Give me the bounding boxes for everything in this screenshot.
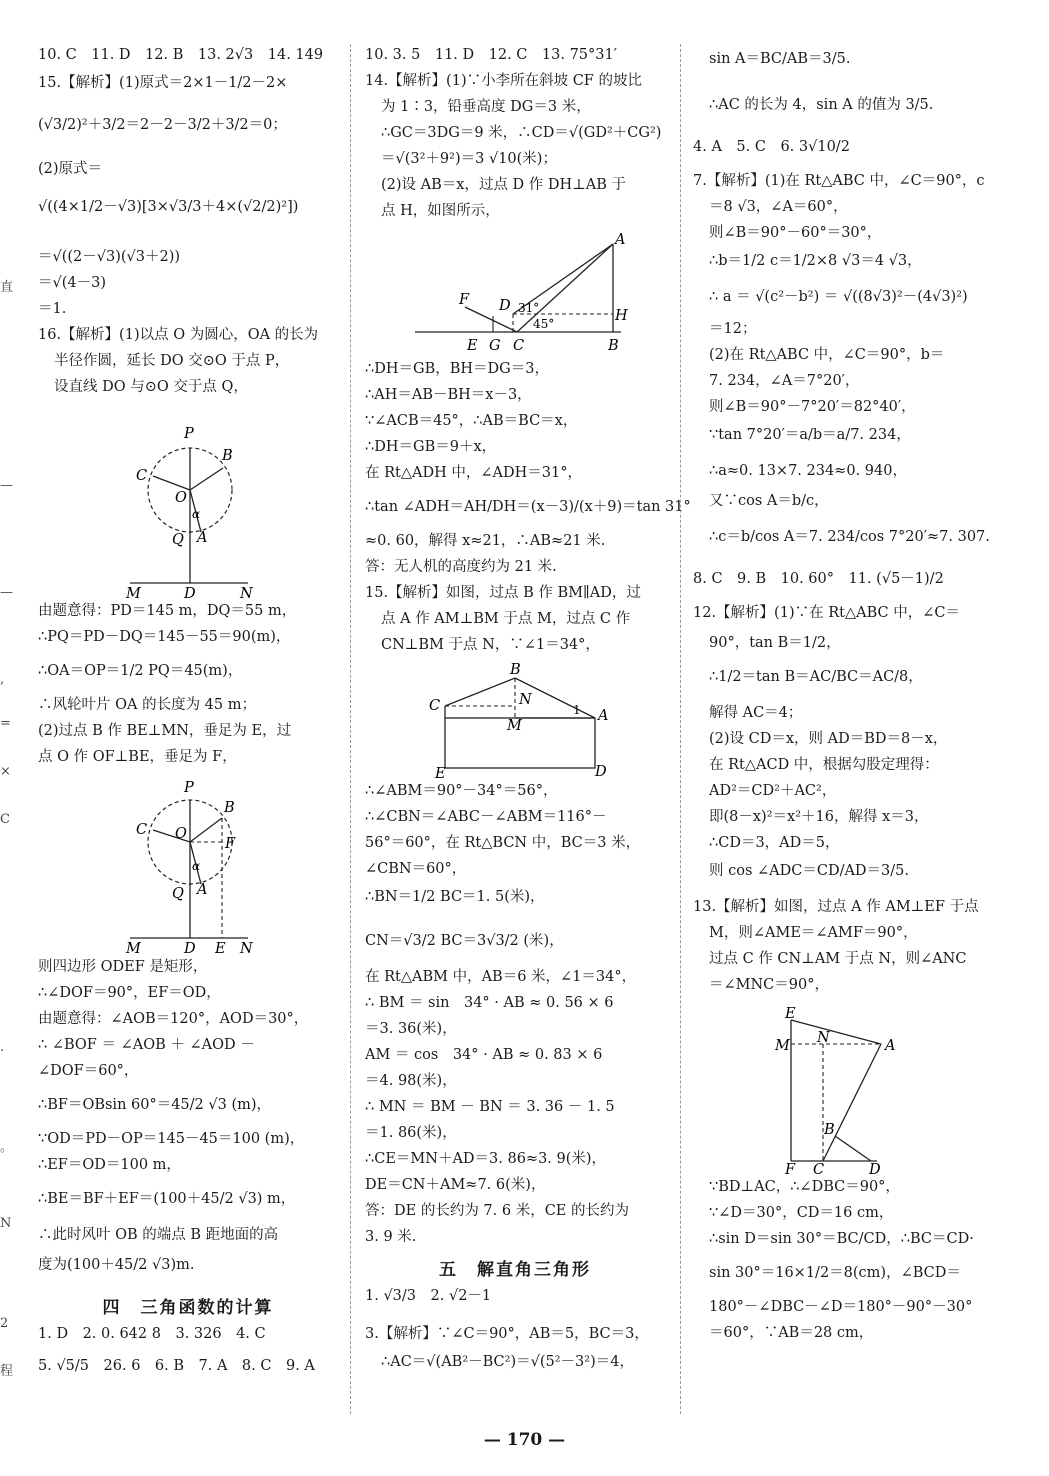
solution-line: AM ＝ cos 34° · AB ≈ 0. 83 × 6 bbox=[365, 1047, 603, 1063]
solution-line: ∴BN＝1/2 BC＝1. 5(米)， bbox=[365, 889, 545, 905]
solution-line: 在 Rt△ACD 中，根据勾股定理得： bbox=[709, 757, 939, 773]
solution-line: ∴BF＝OBsin 60°＝45/2 √3 (m)， bbox=[38, 1097, 272, 1113]
solution-line: 在 Rt△ADH 中，∠ADH＝31°， bbox=[365, 465, 582, 481]
solution-line: CN＝√3/2 BC＝3√3/2 (米)， bbox=[365, 933, 564, 949]
label-b: B bbox=[224, 800, 235, 816]
label-o: O bbox=[175, 490, 187, 506]
solution-line: ∴AC 的长为 4，sin A 的值为 3/5. bbox=[709, 97, 934, 113]
answer-line: 8. C 9. B 10. 60° 11. (√5－1)/2 bbox=[693, 571, 944, 587]
solution-line: ＝8 √3，∠A＝60°， bbox=[709, 199, 848, 215]
solution-line: ∴ MN ＝ BM － BN ＝ 3. 36 － 1. 5 bbox=[365, 1099, 615, 1115]
answer-line: 10. 3. 5 11. D 12. C 13. 75°31′ bbox=[365, 47, 618, 63]
solution-line: ∴EF＝OD＝100 m， bbox=[38, 1157, 181, 1173]
solution-line: 3.【解析】∵∠C＝90°，AB＝5，BC＝3， bbox=[365, 1326, 649, 1343]
solution-line: 则四边形 ODEF 是矩形， bbox=[38, 959, 208, 975]
label-d: D bbox=[499, 298, 511, 314]
label-b: B bbox=[510, 662, 521, 678]
solution-line: ∵tan 7°20′＝a/b＝a/7. 234， bbox=[709, 427, 911, 443]
column-2 bbox=[365, 46, 691, 1379]
label-a: A bbox=[598, 708, 609, 724]
solution-line: ∵∠ACB＝45°，∴AB＝BC＝x， bbox=[365, 413, 578, 429]
label-f: F bbox=[459, 292, 470, 308]
label-q: Q bbox=[172, 532, 184, 548]
solution-line: ∴ ∠BOF ＝ ∠AOB ＋ ∠AOD － bbox=[38, 1037, 255, 1053]
label-e: E bbox=[215, 941, 226, 957]
solution-line: 15.【解析】(1)原式＝2×1－1/2－2× bbox=[38, 75, 288, 91]
answer-line: 1. √3/3 2. √2－1 bbox=[365, 1288, 492, 1305]
label-alpha: α bbox=[192, 859, 201, 873]
label-m: M bbox=[507, 718, 522, 734]
solution-line: 又∵cos A＝b/c， bbox=[709, 493, 829, 509]
figure-windmill-1 bbox=[98, 408, 278, 602]
label-c: C bbox=[429, 698, 441, 714]
label-a: A bbox=[884, 1038, 895, 1054]
edge-mark: 2 bbox=[0, 1316, 9, 1331]
solution-line: ∴∠ABM＝90°－34°＝56°， bbox=[365, 783, 558, 799]
solution-line: ＝√(4－3) bbox=[38, 275, 107, 291]
solution-line: 由题意得：∠AOB＝120°，AOD＝30°， bbox=[38, 1011, 309, 1027]
solution-line: ＝√(3²＋9²)＝3 √10(米)； bbox=[381, 151, 557, 167]
solution-line: 为 1∶3，铅垂高度 DG＝3 米， bbox=[381, 99, 591, 115]
label-p: P bbox=[184, 780, 194, 796]
edge-mark: , bbox=[0, 672, 5, 687]
figure-lamp bbox=[761, 1006, 921, 1178]
solution-line: 在 Rt△ABM 中，AB＝6 米，∠1＝34°， bbox=[365, 969, 637, 985]
solution-line: ∵BD⊥AC，∴∠DBC＝90°， bbox=[709, 1179, 900, 1195]
solution-line: 过点 C 作 CN⊥AM 于点 N，则∠ANC bbox=[709, 951, 967, 967]
answer-line: 5. √5/5 26. 6 6. B 7. A 8. C 9. A bbox=[38, 1358, 315, 1375]
solution-line: 则∠B＝90°－7°20′＝82°40′， bbox=[709, 399, 916, 415]
solution-line: ∴OA＝OP＝1/2 PQ＝45(m)， bbox=[38, 663, 243, 679]
solution-line: ∴PQ＝PD－DQ＝145－55＝90(m)， bbox=[38, 629, 291, 645]
label-d: D bbox=[184, 941, 196, 957]
solution-line: ∴b＝1/2 c＝1/2×8 √3＝4 √3， bbox=[709, 253, 922, 269]
label-d: D bbox=[184, 586, 196, 602]
solution-line: ＝60°，∵AB＝28 cm， bbox=[709, 1325, 874, 1341]
solution-line: ∴∠CBN＝∠ABC－∠ABM＝116°－ bbox=[365, 809, 607, 825]
label-a: A bbox=[615, 232, 626, 248]
solution-line: ∴tan ∠ADH＝AH/DH＝(x－3)/(x＋9)＝tan 31° bbox=[365, 499, 691, 515]
label-n: N bbox=[816, 1030, 830, 1046]
column-1 bbox=[38, 46, 338, 1383]
solution-line: ∴DH＝GB，BH＝DG＝3， bbox=[365, 361, 549, 377]
solution-line: 16.【解析】(1)以点 O 为圆心，OA 的长为 bbox=[38, 327, 319, 343]
label-alpha: α bbox=[192, 507, 201, 521]
label-e: E bbox=[784, 1006, 796, 1022]
solution-line: ∴风轮叶片 OA 的长度为 45 m； bbox=[38, 697, 256, 713]
solution-line: ∴ BM ＝ sin 34° · AB ≈ 0. 56 × 6 bbox=[365, 995, 614, 1011]
solution-line: ∴∠DOF＝90°，EF＝OD， bbox=[38, 985, 221, 1001]
solution-line: sin A＝BC/AB＝3/5. bbox=[709, 51, 851, 67]
solution-line: sin 30°＝16×1/2＝8(cm)，∠BCD＝ bbox=[709, 1265, 961, 1281]
section-title-solve-right-triangle: 五 解直角三角形 bbox=[439, 1260, 591, 1280]
solution-line: ∴CE＝MN＋AD＝3. 86≈3. 9(米)， bbox=[365, 1151, 607, 1167]
label-m: M bbox=[126, 941, 141, 957]
solution-line: 点 O 作 OF⊥BE，垂足为 F， bbox=[38, 749, 237, 765]
solution-line: DE＝CN＋AM≈7. 6(米)， bbox=[365, 1177, 546, 1193]
solution-line: (2)设 CD＝x，则 AD＝BD＝8－x， bbox=[709, 731, 948, 747]
solution-line: ∴AH＝AB－BH＝x－3， bbox=[365, 387, 532, 403]
solution-line: ∠DOF＝60°， bbox=[38, 1063, 139, 1079]
label-d: D bbox=[868, 1162, 881, 1178]
label-m: M bbox=[126, 586, 141, 602]
edge-mark: — bbox=[0, 478, 13, 493]
edge-mark: 程 bbox=[0, 1364, 14, 1379]
solution-line: ∴DH＝GB＝9＋x， bbox=[365, 439, 497, 455]
solution-line: 半径作圆，延长 DO 交⊙O 于点 P， bbox=[54, 353, 290, 369]
label-b: B bbox=[608, 338, 619, 354]
solution-line: 则 cos ∠ADC＝CD/AD＝3/5. bbox=[709, 863, 909, 879]
solution-line: ＝3. 36(米)， bbox=[365, 1021, 457, 1037]
solution-line: (2)过点 B 作 BE⊥MN，垂足为 E，过 bbox=[38, 723, 292, 739]
edge-mark: . bbox=[0, 1040, 5, 1055]
label-n: N bbox=[240, 941, 253, 957]
solution-line: ＝12； bbox=[709, 321, 757, 337]
solution-line: ∴CD＝3，AD＝5， bbox=[709, 835, 840, 851]
solution-line: ∴ a ＝ √(c²－b²) ＝ √((8√3)²－(4√3)²) bbox=[709, 289, 968, 305]
edge-mark: — bbox=[0, 585, 13, 600]
edge-mark: C bbox=[0, 812, 10, 827]
solution-line: (2)原式＝ bbox=[38, 161, 103, 177]
label-e: E bbox=[435, 766, 446, 782]
column-divider-1 bbox=[350, 44, 351, 1414]
solution-line: √((4×1/2－√3)[3×√3/3＋4×(√2/2)²]) bbox=[38, 199, 299, 215]
label-c: C bbox=[513, 338, 525, 354]
label-c: C bbox=[136, 468, 148, 484]
solution-line: ∵∠D＝30°，CD＝16 cm， bbox=[709, 1205, 894, 1221]
label-c: C bbox=[136, 822, 148, 838]
solution-line: 56°＝60°，在 Rt△BCN 中，BC＝3 米， bbox=[365, 835, 641, 851]
solution-line: ∵OD＝PD－OP＝145－45＝100 (m)， bbox=[38, 1131, 305, 1147]
solution-line: (2)在 Rt△ABC 中，∠C＝90°，b＝ bbox=[709, 347, 945, 363]
solution-line: 3. 9 米. bbox=[365, 1229, 417, 1245]
solution-line: 15.【解析】如图，过点 B 作 BM∥AD，过 bbox=[365, 585, 641, 601]
solution-line: 点 A 作 AM⊥BM 于点 M，过点 C 作 bbox=[381, 611, 631, 627]
label-f: F bbox=[225, 836, 236, 852]
solution-line: ＝1. 86(米)， bbox=[365, 1125, 457, 1141]
label-g: G bbox=[489, 338, 501, 354]
solution-line: 答：无人机的高度约为 21 米. bbox=[365, 559, 557, 575]
label-angle-1: 1 bbox=[573, 703, 581, 717]
answer-line: 4. A 5. C 6. 3√10/2 bbox=[693, 139, 850, 155]
solution-line: (√3/2)²＋3/2＝2－2－3/2＋3/2＝0； bbox=[38, 117, 287, 133]
label-b: B bbox=[222, 448, 233, 464]
solution-line: 答：DE 的长约为 7. 6 米，CE 的长约为 bbox=[365, 1203, 629, 1219]
label-m: M bbox=[774, 1038, 790, 1054]
solution-line: 14.【解析】(1)∵小李所在斜坡 CF 的坡比 bbox=[365, 73, 642, 89]
figure-drone-slope bbox=[405, 232, 628, 356]
label-angle-31: 31° bbox=[518, 301, 540, 315]
solution-line: ＝√((2－√3)(√3＋2)) bbox=[38, 249, 181, 265]
solution-line: 度为(100＋45/2 √3)m. bbox=[38, 1257, 195, 1273]
solution-line: AD²＝CD²＋AC²， bbox=[709, 783, 837, 799]
solution-line: ＝∠MNC＝90°， bbox=[709, 977, 829, 993]
label-b: B bbox=[823, 1122, 835, 1138]
column-divider-2 bbox=[680, 44, 681, 1414]
answer-line: 10. C 11. D 12. B 13. 2√3 14. 149 bbox=[38, 47, 324, 63]
solution-line: ∴a≈0. 13×7. 234≈0. 940， bbox=[709, 463, 907, 479]
label-a: A bbox=[197, 530, 208, 546]
edge-mark: = bbox=[0, 716, 11, 731]
label-e: E bbox=[467, 338, 478, 354]
label-c: C bbox=[812, 1162, 824, 1178]
edge-mark: 。 bbox=[0, 1140, 14, 1155]
label-n: N bbox=[519, 692, 532, 708]
section-title-trig-calc: 四 三角函数的计算 bbox=[102, 1298, 274, 1318]
column-3 bbox=[693, 46, 988, 1350]
solution-line: 设直线 DO 与⊙O 交于点 Q， bbox=[54, 379, 248, 395]
solution-line: 解得 AC＝4； bbox=[709, 705, 803, 721]
solution-line: 即(8－x)²＝x²＋16，解得 x＝3， bbox=[709, 809, 929, 825]
edge-mark: N bbox=[0, 1216, 12, 1231]
solution-line: ∴此时风叶 OB 的端点 B 距地面的高 bbox=[38, 1227, 279, 1243]
solution-line: ∴AC＝√(AB²－BC²)＝√(5²－3²)＝4， bbox=[381, 1354, 634, 1371]
solution-line: 点 H，如图所示， bbox=[381, 203, 500, 219]
solution-line: ∴BE＝BF＋EF＝(100＋45/2 √3) m， bbox=[38, 1191, 296, 1207]
figure-windmill-2 bbox=[98, 778, 278, 957]
label-n: N bbox=[240, 586, 253, 602]
solution-line: M，则∠AME＝∠AMF＝90°， bbox=[709, 925, 918, 941]
solution-line: ∴GC＝3DG＝9 米，∴CD＝√(GD²＋CG²) bbox=[381, 125, 662, 141]
solution-line: ∴c＝b/cos A＝7. 234/cos 7°20′≈7. 307. bbox=[709, 529, 990, 545]
solution-line: CN⊥BM 于点 N，∵∠1＝34°， bbox=[381, 637, 600, 653]
label-d: D bbox=[595, 764, 607, 780]
solution-line: ∴1/2＝tan B＝AC/BC＝AC/8， bbox=[709, 669, 923, 685]
solution-line: 7.【解析】(1)在 Rt△ABC 中，∠C＝90°，c bbox=[693, 173, 985, 189]
solution-line: ≈0. 60，解得 x≈21，∴AB≈21 米. bbox=[365, 533, 606, 549]
label-f: F bbox=[784, 1162, 795, 1178]
solution-line: 13.【解析】如图，过点 A 作 AM⊥EF 于点 bbox=[693, 899, 979, 915]
solution-line: ∴sin D＝sin 30°＝BC/CD，∴BC＝CD· bbox=[709, 1231, 974, 1247]
solution-line: 180°－∠DBC－∠D＝180°－90°－30° bbox=[709, 1299, 973, 1315]
label-p: P bbox=[184, 426, 194, 442]
solution-line: ＝1. bbox=[38, 301, 67, 317]
edge-mark: 直 bbox=[0, 280, 14, 295]
solution-line: 7. 234，∠A＝7°20′， bbox=[709, 373, 860, 389]
label-angle-45: 45° bbox=[533, 317, 555, 331]
solution-line: (2)设 AB＝x，过点 D 作 DH⊥AB 于 bbox=[381, 177, 627, 193]
solution-line: ∠CBN＝60°， bbox=[365, 861, 467, 877]
solution-line: 由题意得：PD＝145 m，DQ＝55 m， bbox=[38, 603, 297, 619]
page-number: — 170 — bbox=[483, 1430, 566, 1450]
label-a: A bbox=[197, 882, 208, 898]
solution-line: ＝4. 98(米)， bbox=[365, 1073, 457, 1089]
answer-line: 1. D 2. 0. 642 8 3. 326 4. C bbox=[38, 1326, 266, 1343]
solution-line: 则∠B＝90°－60°＝30°， bbox=[709, 225, 882, 241]
figure-ramp bbox=[415, 662, 615, 782]
edge-mark: × bbox=[0, 764, 11, 779]
solution-line: 12.【解析】(1)∵在 Rt△ABC 中，∠C＝ bbox=[693, 605, 960, 621]
label-o: O bbox=[175, 826, 187, 842]
label-q: Q bbox=[172, 886, 184, 902]
solution-line: 90°，tan B＝1/2， bbox=[709, 635, 841, 651]
label-h: H bbox=[615, 308, 628, 324]
